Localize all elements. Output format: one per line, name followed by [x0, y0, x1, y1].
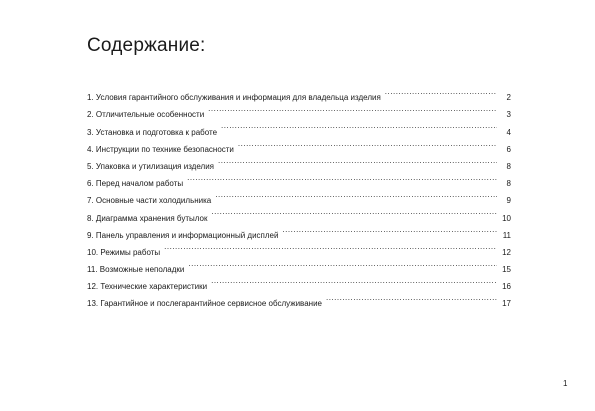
toc-dot-leader — [326, 289, 497, 306]
toc-dot-leader — [208, 100, 497, 117]
toc-entry-page: 16 — [502, 282, 511, 292]
page-title: Содержание: — [87, 35, 206, 56]
toc-entry-label: 5. Упаковка и утилизация изделия — [87, 161, 214, 171]
toc-dot-leader — [211, 203, 497, 220]
toc-entry-label: 9. Панель управления и информационный дисплей — [87, 230, 279, 240]
toc-entry-page: 3 — [506, 110, 511, 120]
toc-entry-label: 12. Технические характеристики — [87, 282, 208, 292]
toc-entry-label: 11. Возможные неполадки — [87, 265, 185, 275]
toc-entry-page: 9 — [506, 196, 511, 206]
toc-entry-page: 15 — [502, 265, 511, 275]
toc-entry-label: 2. Отличительные особенности — [87, 110, 205, 120]
toc-entry-page: 2 — [506, 93, 511, 103]
toc-entry-label: 1. Условия гарантийного обслуживания и информация для владельца изделия — [87, 93, 381, 103]
toc-dot-leader — [238, 135, 497, 152]
toc-entry-label: 3. Установка и подготовка к работе — [87, 127, 218, 137]
toc-entry-label: 4. Инструкции по технике безопасности — [87, 144, 234, 154]
toc-entry-page: 17 — [502, 299, 511, 309]
toc-entry-page: 8 — [506, 161, 511, 171]
page-number: 1 — [563, 379, 568, 388]
toc-dot-leader — [282, 221, 497, 238]
toc-entry-page: 11 — [502, 230, 511, 240]
toc-dot-leader — [188, 255, 497, 272]
toc-entry-label: 13. Гарантийное и послегарантийное сервисное обслуживание — [87, 299, 322, 309]
toc-dot-leader — [187, 169, 497, 186]
toc-dot-leader — [215, 186, 497, 203]
toc-dot-leader — [164, 238, 497, 255]
toc-entry-page: 12 — [502, 247, 511, 257]
toc-dot-leader — [211, 272, 497, 289]
toc-entry-label: 8. Диаграмма хранения бутылок — [87, 213, 208, 223]
toc-entry-label: 7. Основные части холодильника — [87, 196, 212, 206]
toc-entry-page: 6 — [506, 144, 511, 154]
toc-dot-leader — [218, 152, 497, 169]
toc-entry-page: 8 — [506, 179, 511, 189]
toc-dot-leader — [385, 83, 497, 100]
toc-dot-leader — [221, 117, 497, 134]
toc-entry-label: 6. Перед началом работы — [87, 179, 184, 189]
toc-entry-page: 10 — [502, 213, 511, 223]
toc-entry-label: 10. Режимы работы — [87, 247, 161, 257]
table-of-contents — [87, 83, 511, 309]
toc-entry[interactable] — [87, 83, 511, 103]
toc-entry-page: 4 — [506, 127, 511, 137]
